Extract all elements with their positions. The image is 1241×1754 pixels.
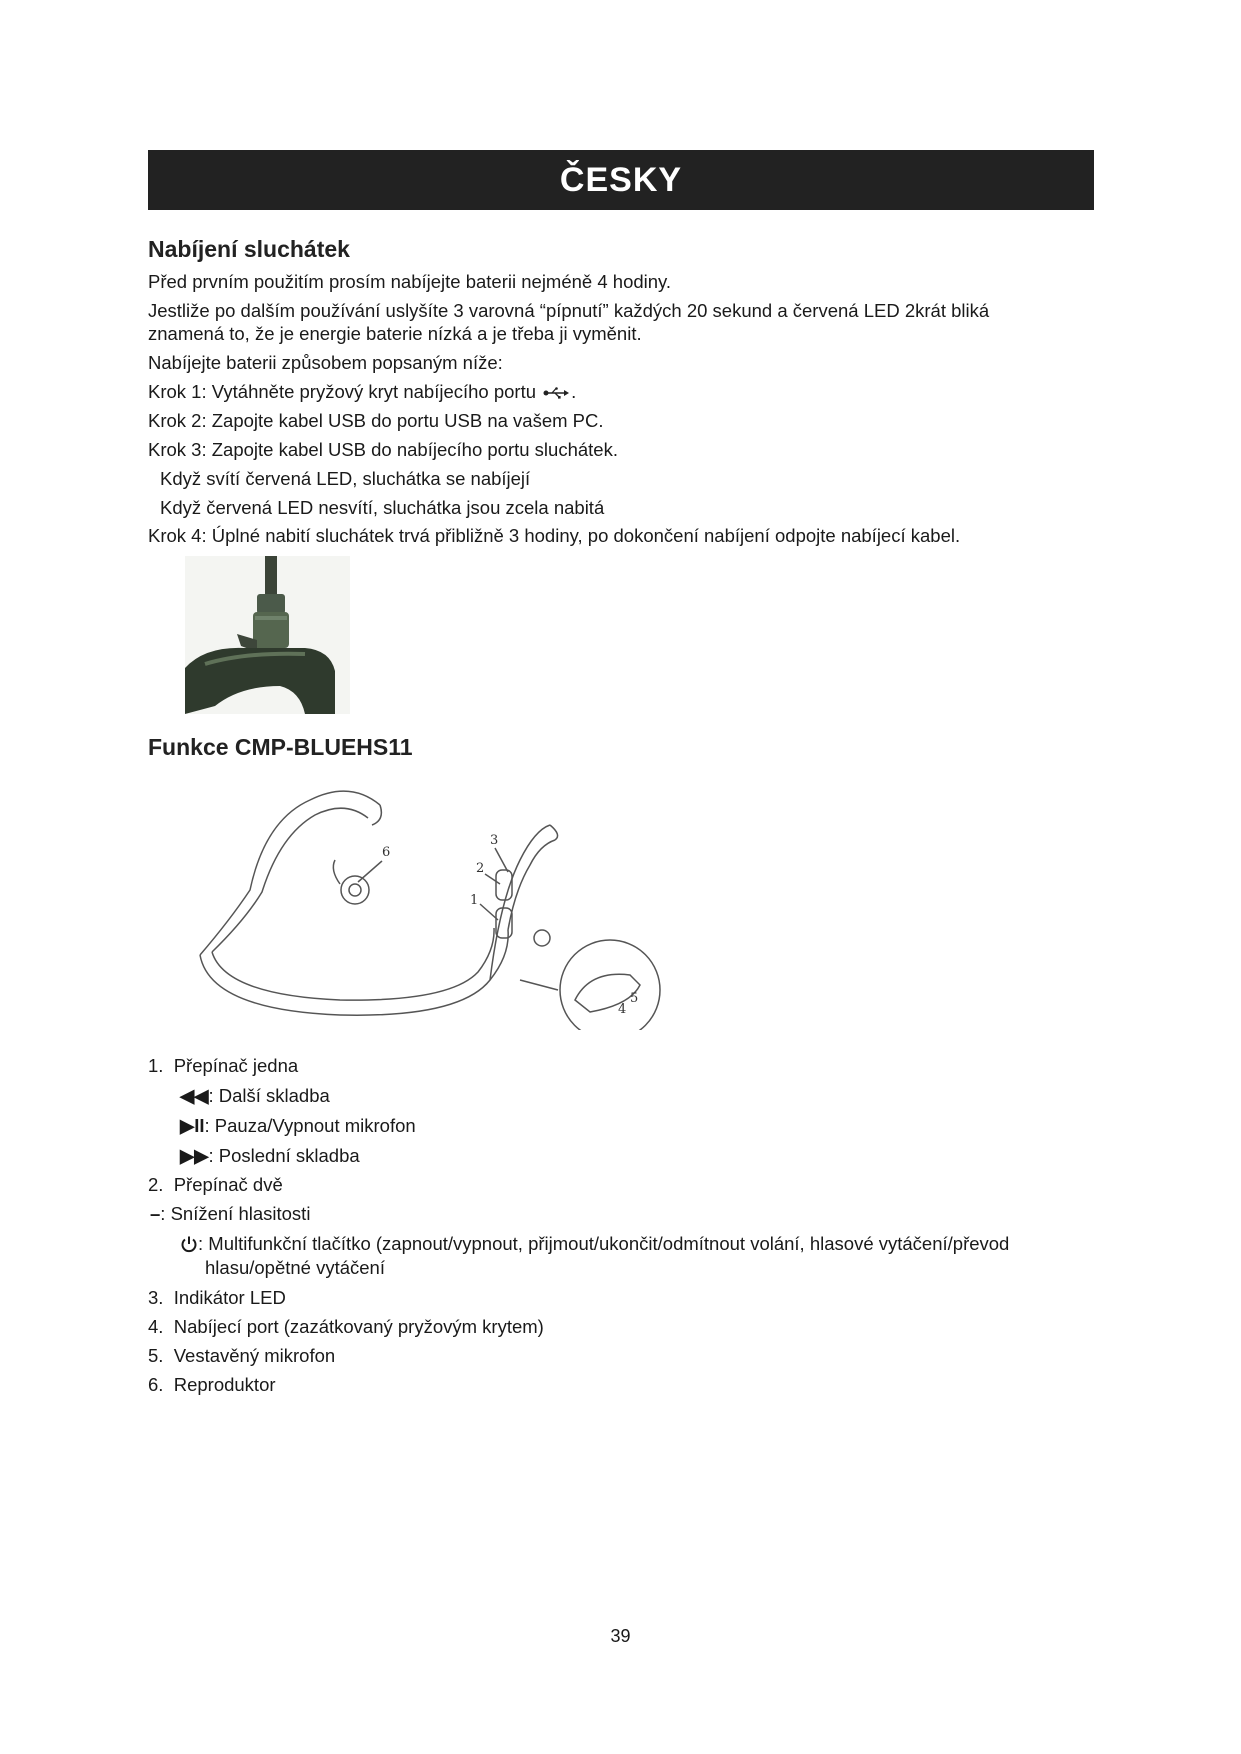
label-4: 4	[618, 1002, 627, 1017]
rewind-icon: ◀◀	[180, 1085, 209, 1106]
item-number: 1.	[148, 1055, 164, 1076]
item-text: : Multifunkční tlačítko (zapnout/vypnout, přijmout/ukončit/odmítnout volání, hlasové vytáčení/převod	[198, 1233, 1010, 1254]
step-1-text: Krok 1: Vytáhněte pryžový kryt nabíjecího portu	[148, 381, 537, 402]
label-6: 6	[382, 845, 391, 860]
step-2: Krok 2: Zapojte kabel USB do portu USB na vašem PC.	[148, 410, 604, 431]
step-4: Krok 4: Úplné nabití sluchátek trvá přibližně 3 hodiny, po dokončení nabíjení odpojte nabíjecí kabel.	[148, 525, 961, 546]
item-text: Přepínač jedna	[173, 1055, 299, 1076]
item-multifunction	[180, 1232, 1009, 1259]
page-number: 39	[610, 1626, 631, 1646]
charging-heading: Nabíjení sluchátek	[148, 236, 350, 262]
item-3	[148, 1286, 286, 1310]
step-1	[148, 380, 576, 405]
item-play-pause	[180, 1114, 416, 1138]
language-banner: ČESKY	[148, 150, 1094, 210]
functions-heading: Funkce CMP-BLUEHS11	[148, 734, 413, 760]
label-2: 2	[476, 861, 485, 876]
item-next-track	[180, 1144, 360, 1168]
item-multifunction-cont: hlasu/opětné vytáčení	[205, 1257, 385, 1278]
item-text: Indikátor LED	[173, 1287, 286, 1308]
item-text: : Pauza/Vypnout mikrofon	[204, 1115, 416, 1136]
item-number: 5.	[148, 1345, 164, 1366]
item-number: 3.	[148, 1287, 164, 1308]
headset-diagram	[190, 780, 710, 1030]
label-1: 1	[470, 893, 479, 908]
item-text: Reproduktor	[173, 1374, 276, 1395]
item-2	[148, 1173, 283, 1197]
usb-icon	[543, 381, 569, 405]
item-1	[148, 1054, 298, 1078]
step-3: Krok 3: Zapojte kabel USB do nabíjecího portu sluchátek.	[148, 439, 618, 460]
charging-line2b: znamená to, že je energie baterie nízká a je třeba ji vyměnit.	[148, 323, 642, 344]
item-text: Vestavěný mikrofon	[173, 1345, 336, 1366]
item-prev-track	[180, 1084, 330, 1108]
item-6	[148, 1373, 276, 1397]
led-on-note: Když svítí červená LED, sluchátka se nabíjejí	[160, 468, 531, 489]
charging-line2a: Jestliže po dalším používání uslyšíte 3 varovná “pípnutí” každých 20 sekund a červená LED 2krát bliká	[148, 300, 990, 321]
item-number: 6.	[148, 1374, 164, 1395]
charging-photo	[185, 556, 350, 714]
item-text: : Poslední skladba	[208, 1145, 360, 1166]
item-text: : Snížení hlasitosti	[160, 1203, 311, 1224]
fast-forward-icon: ▶▶	[180, 1145, 209, 1166]
minus-icon: –	[150, 1203, 161, 1224]
step-1-end: .	[571, 381, 577, 402]
item-number: 2.	[148, 1174, 164, 1195]
charging-line1: Před prvním použitím prosím nabíjejte baterii nejméně 4 hodiny.	[148, 271, 672, 292]
play-pause-icon: ▶II	[180, 1115, 205, 1136]
item-text: : Další skladba	[208, 1085, 330, 1106]
label-5: 5	[630, 991, 639, 1006]
charging-line3: Nabíjejte baterii způsobem popsaným níže:	[148, 352, 503, 373]
item-text: Nabíjecí port (zazátkovaný pryžovým krytem)	[173, 1316, 544, 1337]
item-5	[148, 1344, 335, 1368]
item-number: 4.	[148, 1316, 164, 1337]
led-off-note: Když červená LED nesvítí, sluchátka jsou zcela nabitá	[160, 497, 605, 518]
item-text: Přepínač dvě	[173, 1174, 283, 1195]
item-volume-down	[150, 1202, 310, 1226]
item-4	[148, 1315, 544, 1339]
label-3: 3	[490, 833, 499, 848]
power-icon	[180, 1235, 198, 1259]
